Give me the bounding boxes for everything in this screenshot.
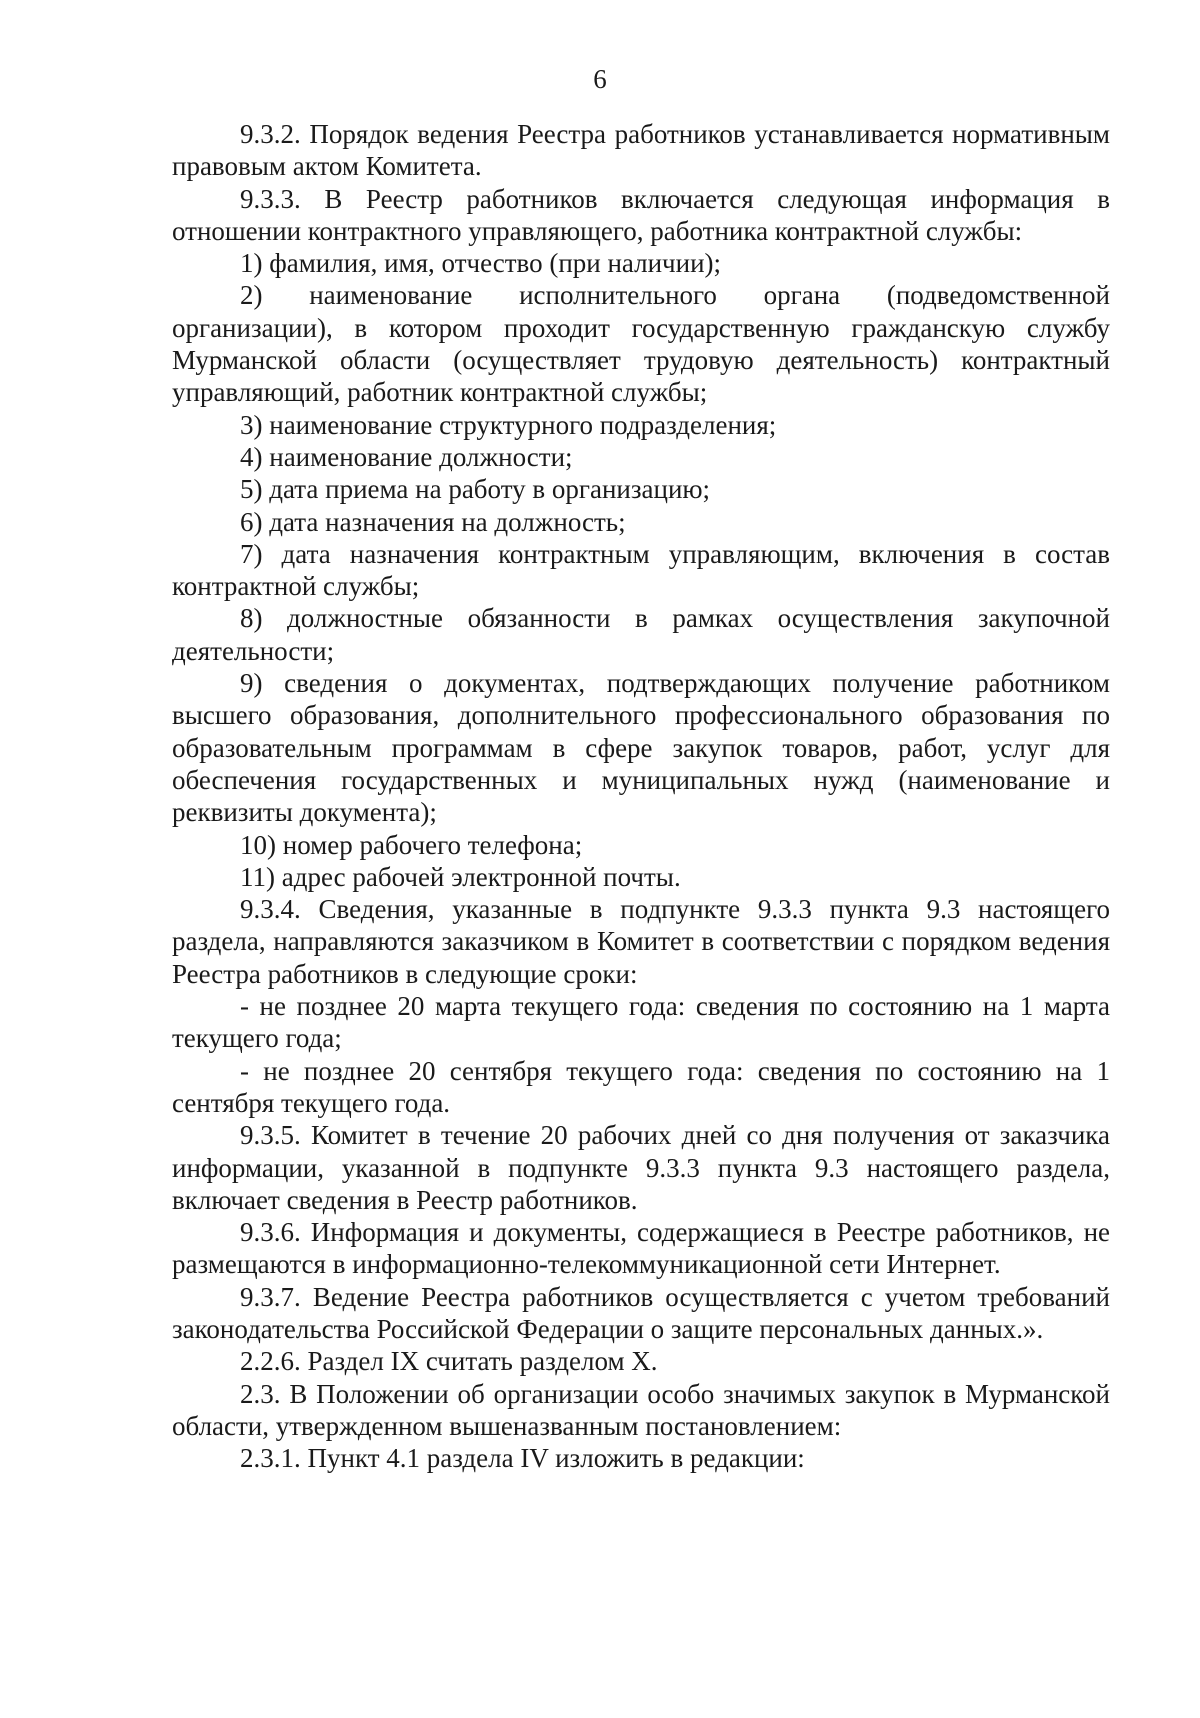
paragraph-9-3-7: 9.3.7. Ведение Реестра работников осуществляется с учетом требований законодательства Российской Федерации о защите персональных данных.». <box>172 1281 1110 1344</box>
page-number: 6 <box>593 64 607 94</box>
list-item-4: 4) наименование должности; <box>240 441 573 472</box>
list-item-11: 11) адрес рабочей электронной почты. <box>240 861 681 892</box>
paragraph-9-3-2: 9.3.2. Порядок ведения Реестра работников устанавливается нормативным правовым актом Комитета. <box>172 119 1110 182</box>
list-item-5: 5) дата приема на работу в организацию; <box>240 474 711 505</box>
paragraph-2-3-1: 2.3.1. Пункт 4.1 раздела IV изложить в редакции: <box>240 1443 805 1474</box>
list-item-7: 7) дата назначения контрактным управляющим, включения в состав контрактной службы; <box>172 538 1110 602</box>
paragraph-9-3-3: 9.3.3. В Реестр работников включается следующая информация в отношении контрактного управляющего, работника контрактной службы: <box>172 183 1110 246</box>
list-item-9: 9) сведения о документах, подтверждающих получение работником высшего образования, дополнительного профессионального образования по образовательным программам в сфере закупок товаров, работ, услуг для обеспечения государственных и муниципальных нужд (наименование и реквизиты документа); <box>172 668 1110 828</box>
paragraph-9-3-6: 9.3.6. Информация и документы, содержащиеся в Реестре работников, не размещаются в информационно-телекоммуникационной сети Интернет. <box>172 1217 1110 1280</box>
deadline-march: - не позднее 20 марта текущего года: сведения по состоянию на 1 марта текущего года; <box>172 991 1110 1054</box>
list-item-2: 2) наименование исполнительного органа (подведомственной организации), в котором проходит государственную гражданскую службу Мурманской области (осуществляет трудовую деятельность) контрактный управляющий, работник контрактной службы; <box>172 280 1110 408</box>
list-item-3: 3) наименование структурного подразделения; <box>240 409 777 440</box>
paragraph-2-3: 2.3. В Положении об организации особо значимых закупок в Мурманской области, утвержденном вышеназванным постановлением: <box>172 1378 1110 1441</box>
list-item-10: 10) номер рабочего телефона; <box>240 829 583 860</box>
deadline-september: - не позднее 20 сентября текущего года: сведения по состоянию на 1 сентября текущего года. <box>172 1055 1110 1118</box>
list-item-8: 8) должностные обязанности в рамках осуществления закупочной деятельности; <box>172 603 1110 666</box>
paragraph-9-3-5: 9.3.5. Комитет в течение 20 рабочих дней со дня получения от заказчика информации, указанной в подпункте 9.3.3 пункта 9.3 настоящего раздела, включает сведения в Реестр работников. <box>172 1120 1110 1215</box>
paragraph-2-2-6: 2.2.6. Раздел IX считать разделом X. <box>240 1346 658 1377</box>
document-body <box>172 118 1110 1474</box>
list-item-6: 6) дата назначения на должность; <box>240 506 626 537</box>
list-item-1: 1) фамилия, имя, отчество (при наличии); <box>240 248 722 279</box>
paragraph-9-3-4: 9.3.4. Сведения, указанные в подпункте 9.3.3 пункта 9.3 настоящего раздела, направляются заказчиком в Комитет в соответствии с порядком ведения Реестра работников в следующие сроки: <box>172 894 1110 989</box>
